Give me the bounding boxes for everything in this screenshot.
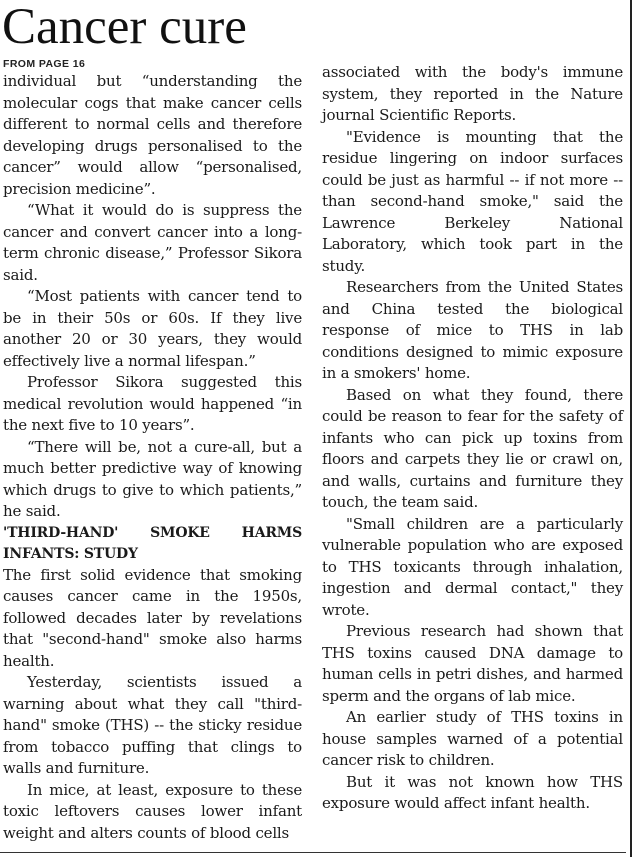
paragraph: The first solid evidence that smoking causes cancer came in the 1950s, followed decades later by revelations that "second-hand" smoke also harms health. [3,565,302,670]
paragraph: Based on what they found, there could be reason to fear for the safety of infants who can pick up toxins from floors and carpets they lie or crawl on, and walls, curtains and furniture they touch, the team said. [322,385,623,511]
bottom-rule [0,852,626,853]
paragraph: Previous research had shown that THS toxins caused DNA damage to human cells in petri dishes, and harmed sperm and the organs of lab mice. [322,622,623,705]
paragraph: An earlier study of THS toxins in house samples warned of a potential cancer risk to children. [322,708,623,769]
paragraph: Researchers from the United States and China tested the biological response of mice to THS in lab conditions designed to mimic exposure in a smokers' home. [322,278,623,382]
subheading: 'THIRD-HAND' SMOKE HARMS INFANTS: STUDY [3,524,302,562]
paragraph: Yesterday, scientists issued a warning about what they call "third-hand" smoke (THS) -- the sticky residue from tobacco puffing that clings to walls and furniture. [3,673,302,777]
right-edge-rule [630,0,632,857]
paragraph: Professor Sikora suggested this medical revolution would happened “in the next five to 10 years”. [3,373,302,434]
paragraph: “What it would do is suppress the cancer and convert cancer into a long-term chronic disease,” Professor Sikora said. [3,201,302,284]
paragraph: "Evidence is mounting that the residue lingering on indoor surfaces could be just as harmful -- if not more -- than second-hand smoke," said the Lawrence Berkeley National Laboratory, which took part in the study. [322,127,623,275]
paragraph: “There will be, not a cure-all, but a much better predictive way of knowing which drugs to give to which patients,” he said. [3,437,302,520]
paragraph: individual but “understanding the molecular cogs that make cancer cells different to normal cells and therefore developing drugs personalised to the cancer” would allow “personalised, precision medicine”. [3,72,302,198]
left-column [3,58,302,844]
paragraph: associated with the body's immune system, they reported in the Nature journal Scientific Reports. [322,63,623,124]
jump-line: FROM PAGE 16 [3,58,86,70]
paragraph: In mice, at least, exposure to these toxic leftovers causes lower infant weight and alters counts of blood cells [3,780,302,842]
paragraph: “Most patients with cancer tend to be in their 50s or 60s. If they live another 20 or 30 years, they would effectively live a normal lifespan.” [3,287,302,370]
paragraph: "Small children are a particularly vulnerable population who are exposed to THS toxicants through inhalation, ingestion and dermal contact," they wrote. [322,514,623,619]
paragraph: But it was not known how THS exposure would affect infant health. [322,772,623,812]
right-column [322,62,623,815]
headline: Cancer cure [2,0,247,55]
